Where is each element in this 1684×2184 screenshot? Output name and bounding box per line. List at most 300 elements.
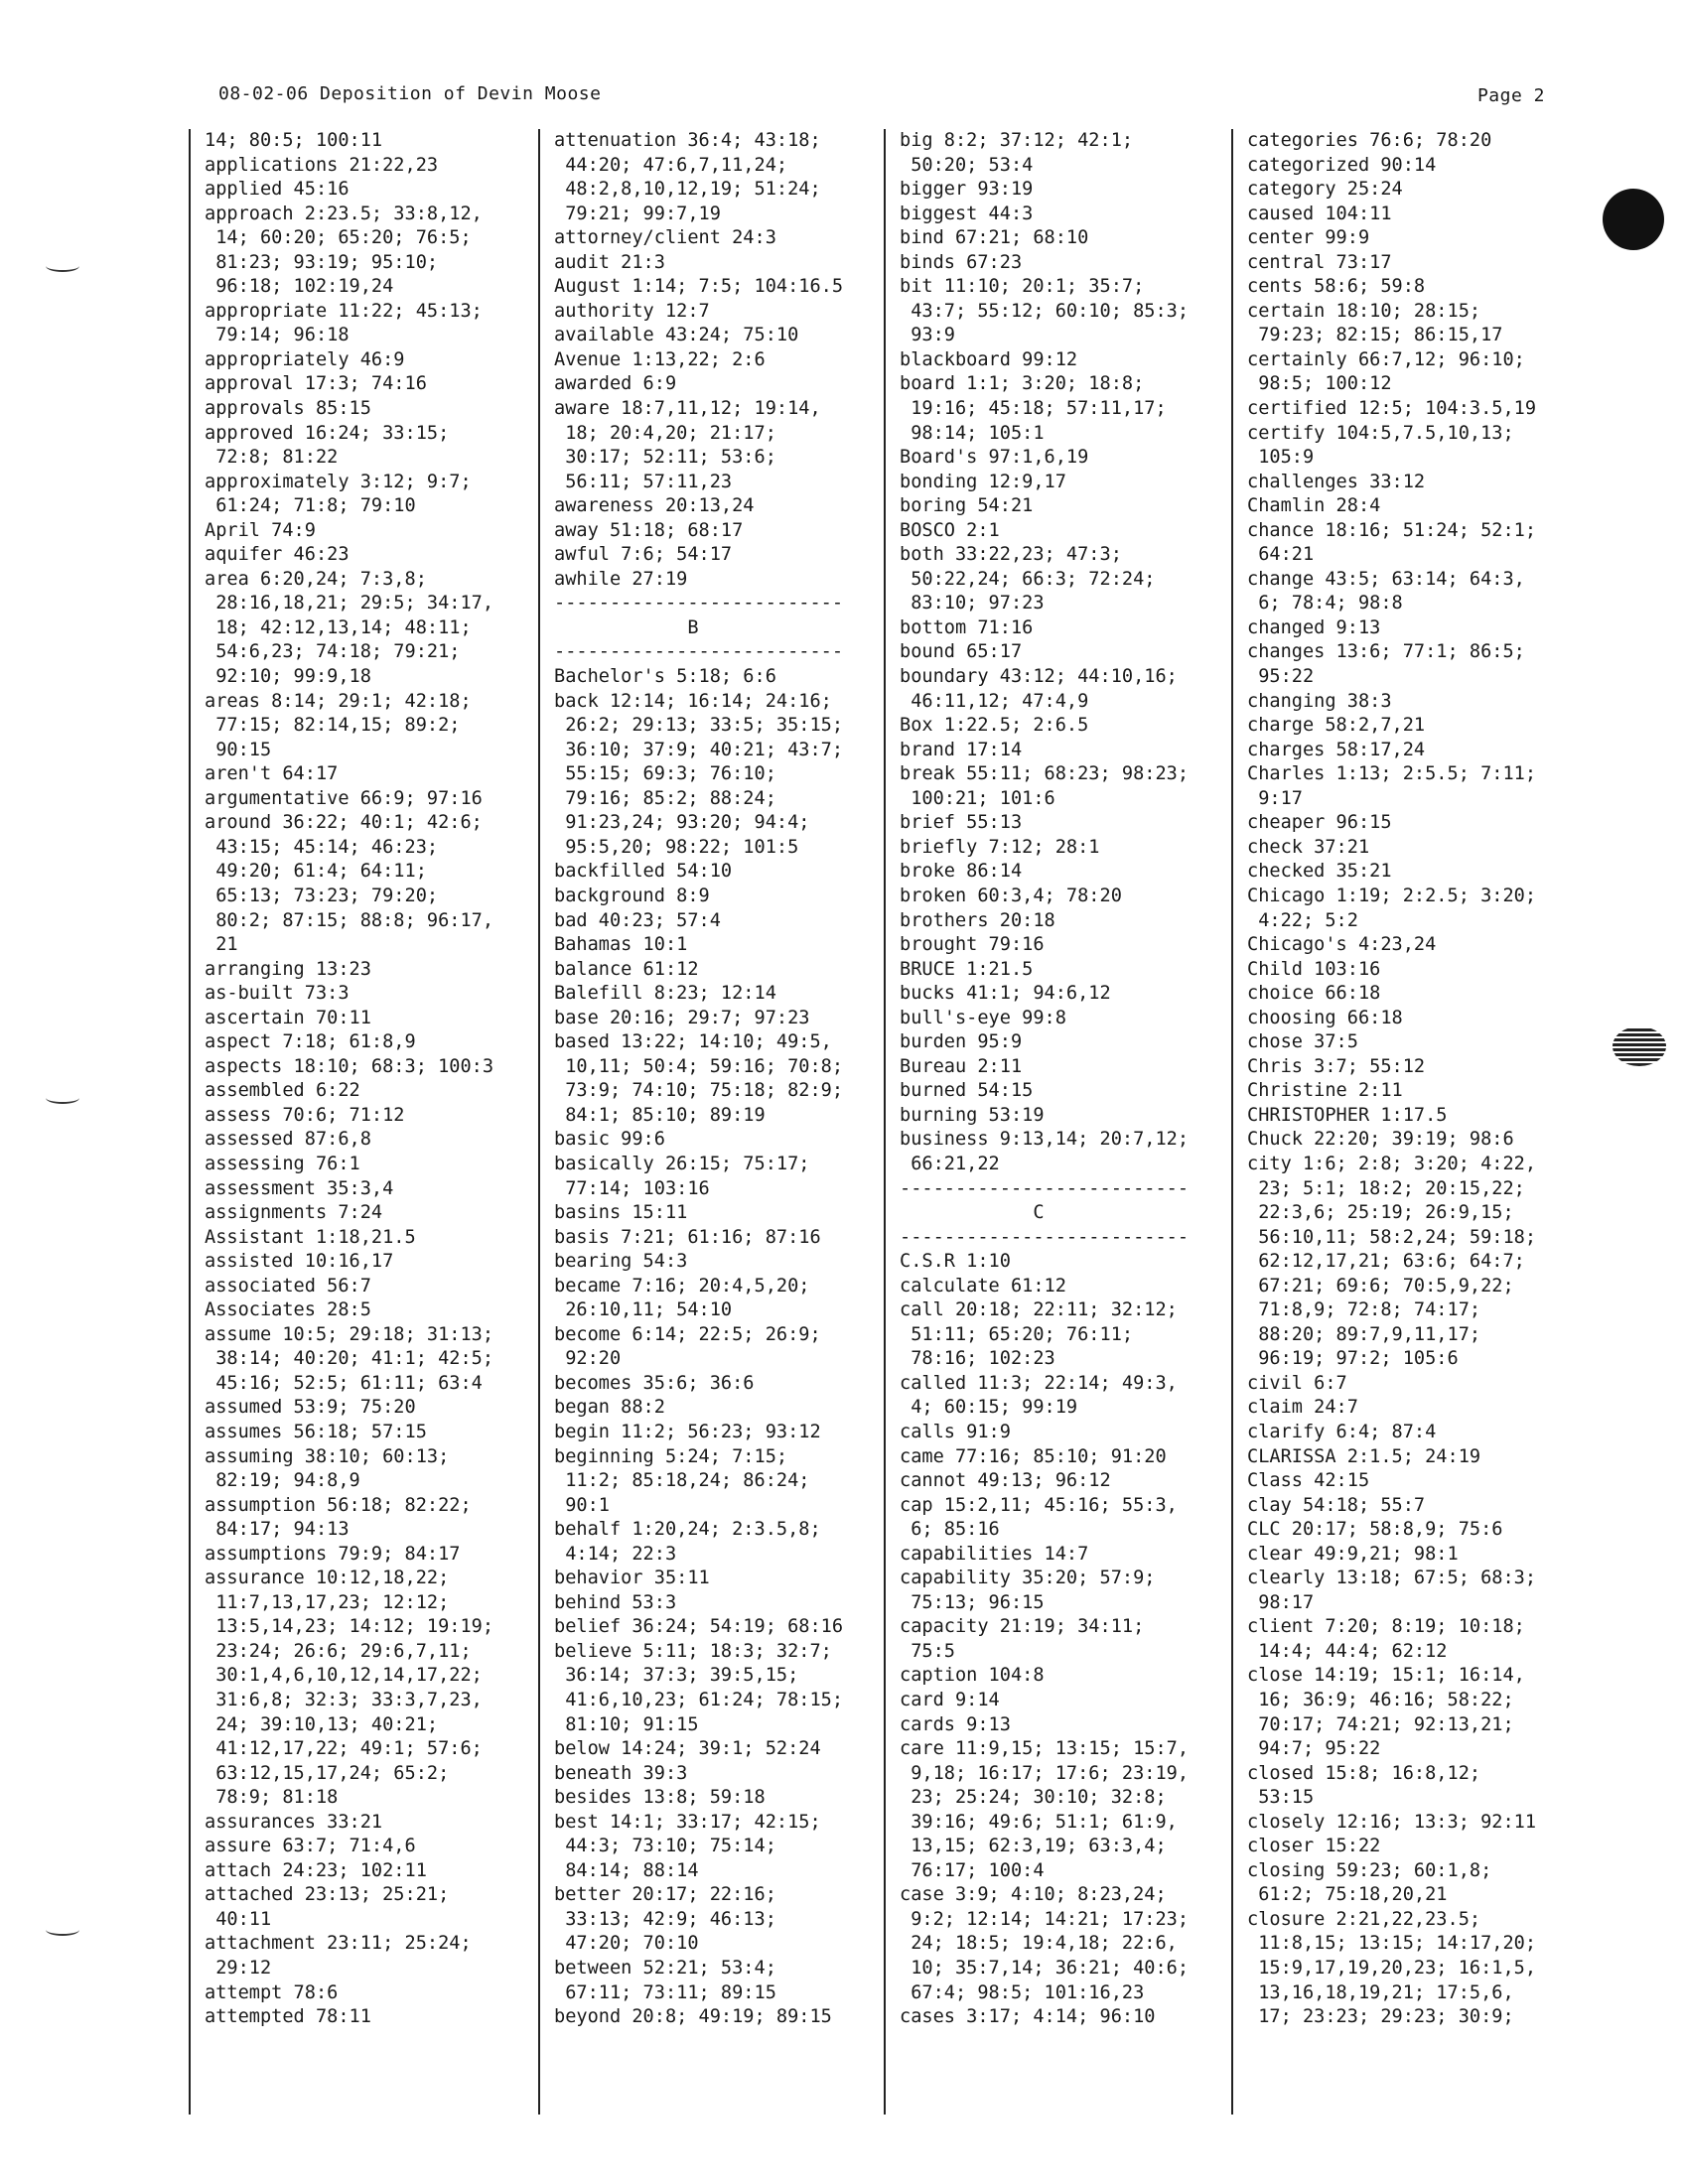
index-entry-line: break 55:11; 68:23; 98:23; — [900, 763, 1190, 785]
index-entry-line: 79:21; 99:7,19 — [554, 203, 721, 224]
index-entry-line: arranging 13:23 — [205, 958, 371, 980]
index-entry-line: categories 76:6; 78:20 — [1247, 130, 1492, 151]
index-entry-line: 72:8; 81:22 — [205, 447, 339, 469]
index-entry-line: 92:10; 99:9,18 — [205, 666, 371, 688]
index-entry-line: awhile 27:19 — [554, 568, 688, 590]
index-entry-line: 22:3,6; 25:19; 26:9,15; — [1247, 1202, 1514, 1224]
index-entry-line: clarify 6:4; 87:4 — [1247, 1421, 1437, 1442]
index-entry-line: case 3:9; 4:10; 8:23,24; — [900, 1884, 1167, 1906]
index-entry-line: 70:17; 74:21; 92:13,21; — [1247, 1713, 1514, 1735]
index-entry-line: attachment 23:11; 25:24; — [205, 1933, 472, 1955]
index-entry-line: beginning 5:24; 7:15; — [554, 1445, 788, 1467]
index-entry-line: 96:18; 102:19,24 — [205, 276, 394, 298]
index-entry-line: basis 7:21; 61:16; 87:16 — [554, 1226, 821, 1248]
index-entry-line: 38:14; 40:20; 41:1; 42:5; — [205, 1348, 494, 1370]
index-entry-line: 79:14; 96:18 — [205, 325, 350, 346]
index-entry-line: 78:16; 102:23 — [900, 1348, 1055, 1370]
index-entry-line: closer 15:22 — [1247, 1836, 1381, 1857]
index-entry-line: approach 2:23.5; 33:8,12, — [205, 203, 483, 224]
index-entry-line: 23; 5:1; 18:2; 20:15,22; — [1247, 1177, 1525, 1199]
index-entry-line: 76:17; 100:4 — [900, 1859, 1045, 1881]
index-entry-line: 23:24; 26:6; 29:6,7,11; — [205, 1640, 472, 1662]
index-entry-line: Chris 3:7; 55:12 — [1247, 1055, 1426, 1077]
index-entry-line: assessed 87:6,8 — [205, 1129, 371, 1151]
index-entry-line: believe 5:11; 18:3; 32:7; — [554, 1640, 832, 1662]
index-entry-line: civil 6:7 — [1247, 1372, 1347, 1394]
index-entry-line: Balefill 8:23; 12:14 — [554, 983, 776, 1005]
index-entry-line: Chicago's 4:23,24 — [1247, 934, 1437, 956]
index-entry-line: 56:10,11; 58:2,24; 59:18; — [1247, 1226, 1537, 1248]
index-entry-line: briefly 7:12; 28:1 — [900, 836, 1100, 858]
index-entry-line: caption 104:8 — [900, 1665, 1045, 1687]
index-entry-line: aspect 7:18; 61:8,9 — [205, 1031, 416, 1053]
index-entry-line: claim 24:7 — [1247, 1397, 1358, 1419]
index-entry-line: 24; 39:10,13; 40:21; — [205, 1713, 439, 1735]
index-entry-line: broken 60:3,4; 78:20 — [900, 885, 1122, 906]
index-entry-line: argumentative 66:9; 97:16 — [205, 787, 483, 809]
index-entry-line: 61:2; 75:18,20,21 — [1247, 1884, 1448, 1906]
index-entry-line: away 51:18; 68:17 — [554, 519, 744, 541]
index-entry-line: caused 104:11 — [1247, 203, 1392, 224]
index-entry-line: 45:16; 52:5; 61:11; 63:4 — [205, 1372, 483, 1394]
index-entry-line: calculate 61:12 — [900, 1275, 1066, 1297]
index-entry-line: Bachelor's 5:18; 6:6 — [554, 666, 776, 688]
index-entry-line: 30:17; 52:11; 53:6; — [554, 447, 776, 469]
index-entry-line: assessment 35:3,4 — [205, 1177, 394, 1199]
index-entry-line: boundary 43:12; 44:10,16; — [900, 666, 1178, 688]
index-entry-line: 18; 20:4,20; 21:17; — [554, 422, 776, 444]
index-entry-line: attenuation 36:4; 43:18; — [554, 130, 821, 151]
index-entry-line: assumed 53:9; 75:20 — [205, 1397, 416, 1419]
index-entry-line: Chuck 22:20; 39:19; 98:6 — [1247, 1129, 1514, 1151]
index-entry-line: assignments 7:24 — [205, 1202, 383, 1224]
index-entry-line: 47:20; 70:10 — [554, 1933, 699, 1955]
index-entry-line: closely 12:16; 13:3; 92:11 — [1247, 1811, 1537, 1833]
index-entry-line: 21 — [205, 934, 238, 956]
index-column-2 — [538, 129, 892, 2115]
index-entry-line: 66:21,22 — [900, 1153, 1000, 1174]
index-entry-line: closed 15:8; 16:8,12; — [1247, 1762, 1481, 1784]
index-entry-line: client 7:20; 8:19; 10:18; — [1247, 1616, 1525, 1638]
index-column-1 — [189, 129, 542, 2115]
index-entry-line: Chamlin 28:4 — [1247, 495, 1381, 517]
index-entry-line: 88:20; 89:7,9,11,17; — [1247, 1323, 1481, 1345]
index-entry-line: area 6:20,24; 7:3,8; — [205, 568, 427, 590]
index-entry-line: 18; 42:12,13,14; 48:11; — [205, 616, 472, 638]
index-entry-line: call 20:18; 22:11; 32:12; — [900, 1299, 1178, 1321]
index-entry-line: checked 35:21 — [1247, 861, 1392, 883]
index-entry-line: between 52:21; 53:4; — [554, 1958, 776, 1979]
index-entry-line: 17; 23:23; 29:23; 30:9; — [1247, 2006, 1514, 2028]
index-entry-line: 24; 18:5; 19:4,18; 22:6, — [900, 1933, 1178, 1955]
index-entry-line: -------------------------- — [900, 1177, 1190, 1199]
index-entry-line: assessing 76:1 — [205, 1153, 360, 1174]
index-entry-line: 94:7; 95:22 — [1247, 1738, 1381, 1760]
index-entry-line: 81:10; 91:15 — [554, 1713, 699, 1735]
index-entry-line: card 9:14 — [900, 1690, 1000, 1710]
index-entry-line: 79:16; 85:2; 88:24; — [554, 787, 776, 809]
index-entry-line: 13,16,18,19,21; 17:5,6, — [1247, 1981, 1514, 2003]
index-entry-line: chose 37:5 — [1247, 1031, 1358, 1053]
index-entry-line: 9:17 — [1247, 787, 1303, 809]
index-entry-line: belief 36:24; 54:19; 68:16 — [554, 1616, 844, 1638]
index-entry-line: 56:11; 57:11,23 — [554, 471, 733, 492]
margin-mark-icon — [46, 1092, 79, 1104]
index-entry-line: aren't 64:17 — [205, 763, 339, 785]
index-entry-line: assume 10:5; 29:18; 31:13; — [205, 1323, 494, 1345]
document-title: 08-02-06 Deposition of Devin Moose — [218, 83, 602, 104]
index-entry-line: 26:2; 29:13; 33:5; 35:15; — [554, 715, 844, 737]
index-entry-line: awful 7:6; 54:17 — [554, 544, 733, 566]
index-entry-line: brief 55:13 — [900, 812, 1023, 834]
index-entry-line: best 14:1; 33:17; 42:15; — [554, 1811, 821, 1833]
index-entry-line: Chicago 1:19; 2:2.5; 3:20; — [1247, 885, 1537, 906]
index-entry-line: becomes 35:6; 36:6 — [554, 1372, 755, 1394]
index-entry-line: 6; 85:16 — [900, 1519, 1000, 1541]
index-entry-line: 50:22,24; 66:3; 72:24; — [900, 568, 1156, 590]
index-entry-line: 33:13; 42:9; 46:13; — [554, 1908, 776, 1930]
index-entry-line: 28:16,18,21; 29:5; 34:17, — [205, 593, 494, 614]
margin-mark-icon — [46, 1924, 79, 1936]
index-entry-line: 73:9; 74:10; 75:18; 82:9; — [554, 1080, 844, 1102]
index-entry-line: cards 9:13 — [900, 1713, 1011, 1735]
index-entry-line: Avenue 1:13,22; 2:6 — [554, 348, 766, 370]
index-entry-line: became 7:16; 20:4,5,20; — [554, 1275, 810, 1297]
index-entry-line: 36:10; 37:9; 40:21; 43:7; — [554, 739, 844, 760]
index-entry-line: 95:5,20; 98:22; 101:5 — [554, 836, 799, 858]
index-entry-line: blackboard 99:12 — [900, 348, 1078, 370]
index-entry-line: 53:15 — [1247, 1787, 1315, 1809]
index-entry-line: 62:12,17,21; 63:6; 64:7; — [1247, 1251, 1525, 1273]
index-entry-line: 61:24; 71:8; 79:10 — [205, 495, 416, 517]
index-entry-line: 80:2; 87:15; 88:8; 96:17, — [205, 909, 494, 931]
index-entry-line: 51:11; 65:20; 76:11; — [900, 1323, 1134, 1345]
index-entry-line: category 25:24 — [1247, 179, 1403, 201]
index-entry-line: C — [900, 1202, 1045, 1224]
index-entry-line: 92:20 — [554, 1348, 622, 1370]
index-entry-line: 44:3; 73:10; 75:14; — [554, 1836, 776, 1857]
index-entry-line: clearly 13:18; 67:5; 68:3; — [1247, 1568, 1537, 1589]
index-entry-line: 48:2,8,10,12,19; 51:24; — [554, 179, 821, 201]
index-entry-line: assurances 33:21 — [205, 1811, 383, 1833]
index-entry-line: 90:15 — [205, 739, 272, 760]
index-entry-line: behavior 35:11 — [554, 1568, 710, 1589]
index-entry-line: close 14:19; 15:1; 16:14, — [1247, 1665, 1525, 1687]
index-entry-line: certify 104:5,7.5,10,13; — [1247, 422, 1514, 444]
index-entry-line: audit 21:3 — [554, 251, 665, 273]
index-entry-line: assuming 38:10; 60:13; — [205, 1445, 450, 1467]
index-entry-line: 84:17; 94:13 — [205, 1519, 350, 1541]
index-entry-line: 43:15; 45:14; 46:23; — [205, 836, 439, 858]
index-entry-line: choice 66:18 — [1247, 983, 1381, 1005]
index-entry-line: bearing 54:3 — [554, 1251, 688, 1273]
index-entry-line: 36:14; 37:3; 39:5,15; — [554, 1665, 799, 1687]
index-entry-line: basically 26:15; 75:17; — [554, 1153, 810, 1174]
index-entry-line: 11:2; 85:18,24; 86:24; — [554, 1470, 810, 1492]
index-entry-line: aquifer 46:23 — [205, 544, 350, 566]
index-entry-line: certified 12:5; 104:3.5,19 — [1247, 398, 1537, 420]
index-entry-line: 84:14; 88:14 — [554, 1859, 699, 1881]
index-entry-line: certainly 66:7,12; 96:10; — [1247, 348, 1525, 370]
index-entry-line: challenges 33:12 — [1247, 471, 1426, 492]
index-entry-line: 50:20; 53:4 — [900, 154, 1034, 176]
index-entry-line: appropriate 11:22; 45:13; — [205, 300, 483, 322]
index-entry-line: boring 54:21 — [900, 495, 1034, 517]
index-entry-line: 4; 60:15; 99:19 — [900, 1397, 1078, 1419]
index-entry-line: 4:22; 5:2 — [1247, 909, 1358, 931]
index-entry-line: cents 58:6; 59:8 — [1247, 276, 1426, 298]
index-entry-line: -------------------------- — [554, 641, 844, 663]
index-entry-line: assisted 10:16,17 — [205, 1251, 394, 1273]
index-entry-line: appropriately 46:9 — [205, 348, 405, 370]
index-entry-line: cheaper 96:15 — [1247, 812, 1392, 834]
index-entry-line: Christine 2:11 — [1247, 1080, 1403, 1102]
index-entry-line: 31:6,8; 32:3; 33:3,7,23, — [205, 1690, 483, 1710]
index-entry-line: Charles 1:13; 2:5.5; 7:11; — [1247, 763, 1537, 785]
index-entry-line: 49:20; 61:4; 64:11; — [205, 861, 427, 883]
index-entry-line: both 33:22,23; 47:3; — [900, 544, 1122, 566]
index-entry-line: 67:21; 69:6; 70:5,9,22; — [1247, 1275, 1514, 1297]
index-entry-line: approved 16:24; 33:15; — [205, 422, 450, 444]
index-entry-line: 67:4; 98:5; 101:16,23 — [900, 1981, 1145, 2003]
index-entry-line: around 36:22; 40:1; 42:6; — [205, 812, 483, 834]
index-entry-line: bottom 71:16 — [900, 616, 1034, 638]
index-entry-line: 15:9,17,19,20,23; 16:1,5, — [1247, 1958, 1537, 1979]
index-entry-line: bucks 41:1; 94:6,12 — [900, 983, 1111, 1005]
index-entry-line: 98:17 — [1247, 1591, 1315, 1613]
index-column-4 — [1231, 129, 1585, 2115]
index-entry-line: CLARISSA 2:1.5; 24:19 — [1247, 1445, 1481, 1467]
page-header — [218, 83, 1605, 113]
index-entry-line: 4:14; 22:3 — [554, 1543, 677, 1565]
index-entry-line: awarded 6:9 — [554, 373, 677, 395]
punch-hole-icon — [1603, 189, 1664, 250]
index-entry-line: calls 91:9 — [900, 1421, 1011, 1442]
index-entry-line: 79:23; 82:15; 86:15,17 — [1247, 325, 1503, 346]
index-entry-line: bind 67:21; 68:10 — [900, 227, 1089, 249]
index-entry-line: 10; 35:7,14; 36:21; 40:6; — [900, 1958, 1190, 1979]
index-entry-line: bound 65:17 — [900, 641, 1023, 663]
index-entry-line: 13:5,14,23; 14:12; 19:19; — [205, 1616, 494, 1638]
index-entry-line: basins 15:11 — [554, 1202, 688, 1224]
index-entry-line: bad 40:23; 57:4 — [554, 909, 721, 931]
index-entry-line: 14; 80:5; 100:11 — [205, 130, 383, 151]
index-entry-line: changes 13:6; 77:1; 86:5; — [1247, 641, 1525, 663]
index-entry-line: approval 17:3; 74:16 — [205, 373, 427, 395]
index-entry-line: big 8:2; 37:12; 42:1; — [900, 130, 1134, 151]
index-entry-line: capabilities 14:7 — [900, 1543, 1089, 1565]
index-entry-line: Bahamas 10:1 — [554, 934, 688, 956]
index-entry-line: assurance 10:12,18,22; — [205, 1568, 450, 1589]
index-entry-line: bit 11:10; 20:1; 35:7; — [900, 276, 1145, 298]
index-entry-line: Bureau 2:11 — [900, 1055, 1023, 1077]
index-column-3 — [884, 129, 1237, 2115]
index-entry-line: base 20:16; 29:7; 97:23 — [554, 1007, 810, 1028]
index-entry-line: 55:15; 69:3; 76:10; — [554, 763, 776, 785]
index-entry-line: biggest 44:3 — [900, 203, 1034, 224]
index-entry-line: aware 18:7,11,12; 19:14, — [554, 398, 821, 420]
index-entry-line: applied 45:16 — [205, 179, 350, 201]
index-entry-line: 78:9; 81:18 — [205, 1787, 339, 1809]
punch-hole-shadow-icon — [1613, 1026, 1666, 1066]
index-entry-line: 83:10; 97:23 — [900, 593, 1045, 614]
index-entry-line: capability 35:20; 57:9; — [900, 1568, 1156, 1589]
index-entry-line: 23; 25:24; 30:10; 32:8; — [900, 1787, 1167, 1809]
index-entry-line: 13,15; 62:3,19; 63:3,4; — [900, 1836, 1167, 1857]
index-entry-line: capacity 21:19; 34:11; — [900, 1616, 1145, 1638]
index-entry-line: basic 99:6 — [554, 1129, 665, 1151]
index-entry-line: better 20:17; 22:16; — [554, 1884, 776, 1906]
index-entry-line: BRUCE 1:21.5 — [900, 958, 1034, 980]
index-entry-line: 19:16; 45:18; 57:11,17; — [900, 398, 1167, 420]
index-entry-line: bull's-eye 99:8 — [900, 1007, 1066, 1028]
index-entry-line: categorized 90:14 — [1247, 154, 1437, 176]
index-entry-line: attorney/client 24:3 — [554, 227, 776, 249]
index-entry-line: balance 61:12 — [554, 958, 699, 980]
index-entry-line: 9:2; 12:14; 14:21; 17:23; — [900, 1908, 1190, 1930]
index-entry-line: beyond 20:8; 49:19; 89:15 — [554, 2006, 832, 2028]
index-entry-line: 64:21 — [1247, 544, 1315, 566]
index-entry-line: 29:12 — [205, 1958, 272, 1979]
index-entry-line: -------------------------- — [900, 1226, 1190, 1248]
index-entry-line: 77:15; 82:14,15; 89:2; — [205, 715, 461, 737]
index-entry-line: associated 56:7 — [205, 1275, 371, 1297]
index-entry-line: 46:11,12; 47:4,9 — [900, 690, 1089, 712]
index-entry-line: 39:16; 49:6; 51:1; 61:9, — [900, 1811, 1178, 1833]
index-entry-line: clear 49:9,21; 98:1 — [1247, 1543, 1459, 1565]
index-entry-line: 98:5; 100:12 — [1247, 373, 1392, 395]
index-entry-line: BOSCO 2:1 — [900, 519, 1000, 541]
index-entry-line: CLC 20:17; 58:8,9; 75:6 — [1247, 1519, 1503, 1541]
index-entry-line: business 9:13,14; 20:7,12; — [900, 1129, 1190, 1151]
index-entry-line: attempt 78:6 — [205, 1981, 339, 2003]
index-entry-line: behalf 1:20,24; 2:3.5,8; — [554, 1519, 821, 1541]
index-entry-line: Box 1:22.5; 2:6.5 — [900, 715, 1089, 737]
index-entry-line: Board's 97:1,6,19 — [900, 447, 1089, 469]
index-entry-line: 63:12,15,17,24; 65:2; — [205, 1762, 450, 1784]
index-entry-line: assumptions 79:9; 84:17 — [205, 1543, 461, 1565]
index-entry-line: changing 38:3 — [1247, 690, 1392, 712]
index-entry-line: Child 103:16 — [1247, 958, 1381, 980]
index-entry-line: 95:22 — [1247, 666, 1315, 688]
index-entry-line: assumes 56:18; 57:15 — [205, 1421, 427, 1442]
index-entry-line: 75:5 — [900, 1640, 955, 1662]
index-entry-line: attempted 78:11 — [205, 2006, 371, 2028]
index-entry-line: clay 54:18; 55:7 — [1247, 1494, 1426, 1516]
index-entry-line: burned 54:15 — [900, 1080, 1034, 1102]
index-entry-line: applications 21:22,23 — [205, 154, 439, 176]
index-entry-line: awareness 20:13,24 — [554, 495, 755, 517]
index-entry-line: 43:7; 55:12; 60:10; 85:3; — [900, 300, 1190, 322]
index-entry-line: 11:8,15; 13:15; 14:17,20; — [1247, 1933, 1537, 1955]
index-entry-line: changed 9:13 — [1247, 616, 1381, 638]
index-entry-line: aspects 18:10; 68:3; 100:3 — [205, 1055, 494, 1077]
index-entry-line: assumption 56:18; 82:22; — [205, 1494, 472, 1516]
index-entry-line: become 6:14; 22:5; 26:9; — [554, 1323, 821, 1345]
index-entry-line: 71:8,9; 72:8; 74:17; — [1247, 1299, 1481, 1321]
index-entry-line: 14:4; 44:4; 62:12 — [1247, 1640, 1448, 1662]
index-entry-line: -------------------------- — [554, 593, 844, 614]
index-entry-line: 105:9 — [1247, 447, 1315, 469]
index-entry-line: brothers 20:18 — [900, 909, 1055, 931]
index-entry-line: 77:14; 103:16 — [554, 1177, 710, 1199]
index-entry-line: back 12:14; 16:14; 24:16; — [554, 690, 832, 712]
index-entry-line: called 11:3; 22:14; 49:3, — [900, 1372, 1178, 1394]
index-entry-line: chance 18:16; 51:24; 52:1; — [1247, 519, 1537, 541]
index-entry-line: assembled 6:22 — [205, 1080, 360, 1102]
index-entry-line: 82:19; 94:8,9 — [205, 1470, 360, 1492]
index-entry-line: available 43:24; 75:10 — [554, 325, 799, 346]
index-entry-line: as-built 73:3 — [205, 983, 350, 1005]
index-entry-line: 41:6,10,23; 61:24; 78:15; — [554, 1690, 844, 1710]
index-entry-line: assess 70:6; 71:12 — [205, 1104, 405, 1126]
index-entry-line: 14; 60:20; 65:20; 76:5; — [205, 227, 472, 249]
index-entry-line: 67:11; 73:11; 89:15 — [554, 1981, 776, 2003]
index-entry-line: 16; 36:9; 46:16; 58:22; — [1247, 1690, 1514, 1710]
index-entry-line: Assistant 1:18,21.5 — [205, 1226, 416, 1248]
index-entry-line: 6; 78:4; 98:8 — [1247, 593, 1403, 614]
index-entry-line: 75:13; 96:15 — [900, 1591, 1045, 1613]
index-entry-line: 96:19; 97:2; 105:6 — [1247, 1348, 1459, 1370]
index-entry-line: below 14:24; 39:1; 52:24 — [554, 1738, 821, 1760]
index-entry-line: background 8:9 — [554, 885, 710, 906]
index-entry-line: binds 67:23 — [900, 251, 1023, 273]
index-entry-line: city 1:6; 2:8; 3:20; 4:22, — [1247, 1153, 1537, 1174]
index-entry-line: Associates 28:5 — [205, 1299, 371, 1321]
index-entry-line: Class 42:15 — [1247, 1470, 1370, 1492]
index-entry-line: C.S.R 1:10 — [900, 1251, 1011, 1273]
index-entry-line: 91:23,24; 93:20; 94:4; — [554, 812, 810, 834]
index-entry-line: April 74:9 — [205, 519, 316, 541]
index-entry-line: 90:1 — [554, 1494, 610, 1516]
index-entry-line: 26:10,11; 54:10 — [554, 1299, 733, 1321]
index-entry-line: charges 58:17,24 — [1247, 739, 1426, 760]
index-entry-line: B — [554, 616, 699, 638]
index-entry-line: 93:9 — [900, 325, 955, 346]
index-entry-line: check 37:21 — [1247, 836, 1370, 858]
index-entry-line: backfilled 54:10 — [554, 861, 733, 883]
index-entry-line: based 13:22; 14:10; 49:5, — [554, 1031, 832, 1053]
index-entry-line: change 43:5; 63:14; 64:3, — [1247, 568, 1525, 590]
index-entry-line: care 11:9,15; 13:15; 15:7, — [900, 1738, 1190, 1760]
index-entry-line: August 1:14; 7:5; 104:16.5 — [554, 276, 844, 298]
index-entry-line: bonding 12:9,17 — [900, 471, 1066, 492]
index-entry-line: came 77:16; 85:10; 91:20 — [900, 1445, 1167, 1467]
index-entry-line: 81:23; 93:19; 95:10; — [205, 251, 439, 273]
index-entry-line: begin 11:2; 56:23; 93:12 — [554, 1421, 821, 1442]
index-entry-line: approximately 3:12; 9:7; — [205, 471, 472, 492]
index-columns — [189, 129, 1609, 2115]
index-entry-line: certain 18:10; 28:15; — [1247, 300, 1481, 322]
index-entry-line: closure 2:21,22,23.5; — [1247, 1908, 1481, 1930]
index-entry-line: broke 86:14 — [900, 861, 1023, 883]
index-entry-line: attach 24:23; 102:11 — [205, 1859, 427, 1881]
index-entry-line: began 88:2 — [554, 1397, 665, 1419]
index-entry-line: closing 59:23; 60:1,8; — [1247, 1859, 1492, 1881]
index-entry-line: 65:13; 73:23; 79:20; — [205, 885, 439, 906]
index-entry-line: areas 8:14; 29:1; 42:18; — [205, 690, 472, 712]
index-entry-line: choosing 66:18 — [1247, 1007, 1403, 1028]
index-entry-line: cannot 49:13; 96:12 — [900, 1470, 1111, 1492]
index-entry-line: attached 23:13; 25:21; — [205, 1884, 450, 1906]
index-entry-line: board 1:1; 3:20; 18:8; — [900, 373, 1145, 395]
page-number: Page 2 — [1476, 85, 1545, 106]
index-entry-line: burden 95:9 — [900, 1031, 1023, 1053]
index-entry-line: center 99:9 — [1247, 227, 1370, 249]
index-entry-line: cap 15:2,11; 45:16; 55:3, — [900, 1494, 1178, 1516]
index-entry-line: 40:11 — [205, 1908, 272, 1930]
index-entry-line: 100:21; 101:6 — [900, 787, 1055, 809]
